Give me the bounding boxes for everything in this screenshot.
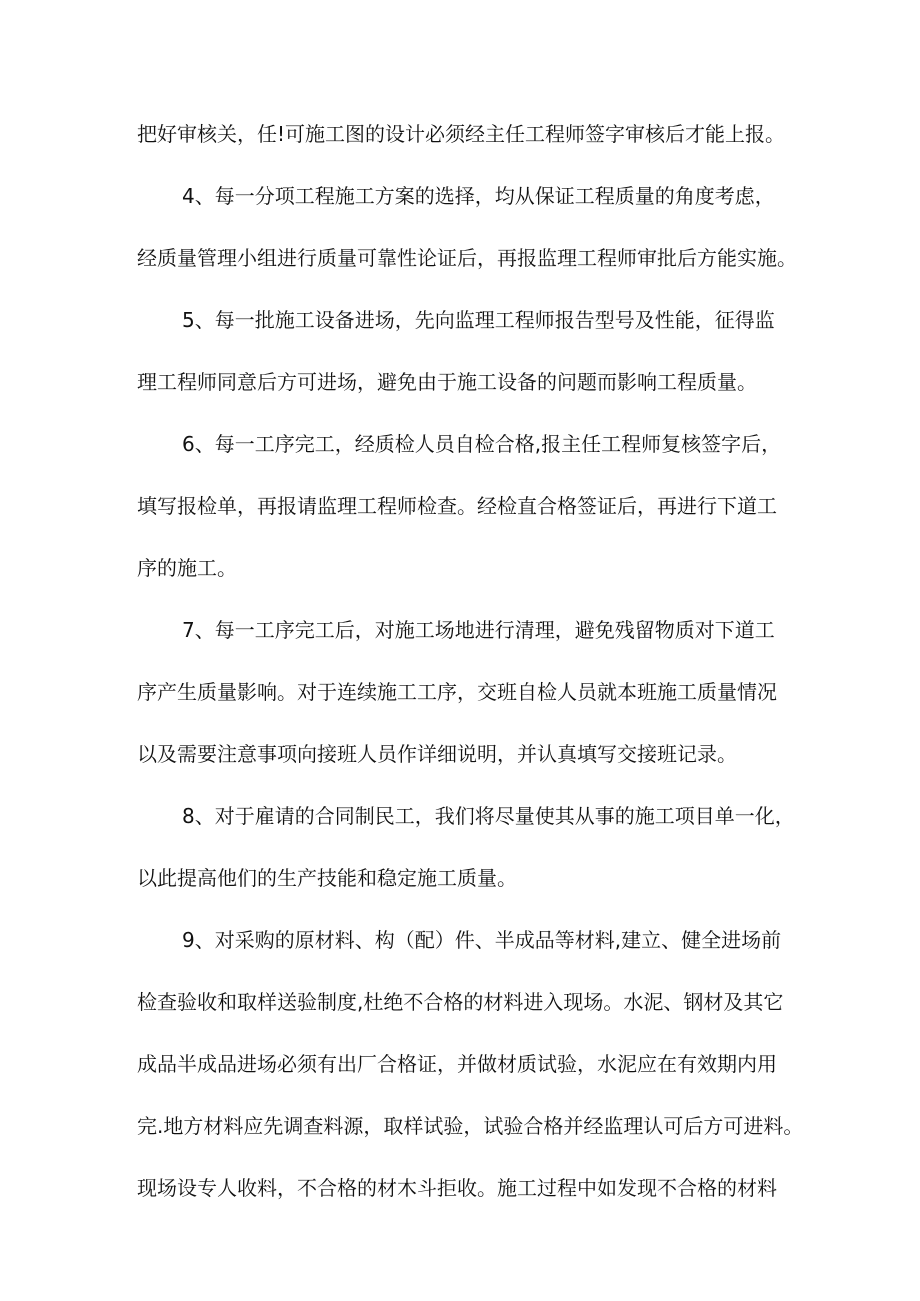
paragraph-9-line-2: 检查验收和取样送验制度,杜绝不合格的材料进入现场。水泥、钢材及其它 [137,990,784,1014]
text-line: 把好审核关，任!可施工图的设计必须经主任工程师签字审核后才能上报。 [137,122,786,146]
paragraph-6-line-2: 填写报检单，再报请监理工程师检查。经检直合格签证后，再进行下道工 [137,494,777,518]
paragraph-9-line-4: 完.地方材料应先调查料源，取样试验，试验合格并经监理认可后方可进料。 [137,1114,804,1138]
paragraph-7-line-3: 以及需要注意事项向接班人员作详细说明，并认真填写交接班记录。 [137,742,737,766]
paragraph-8-line-1: 8、对于雇请的合同制民工，我们将尽量使其从事的施工项目单一化， [182,804,795,828]
paragraph-7-line-1: 7、每一工序完工后，对施工场地进行清理，避免残留物质对下道工 [182,618,775,642]
paragraph-4-line-1: 4、每一分项工程施工方案的选择，均从保证工程质量的角度考虑， [182,184,775,208]
paragraph-6-line-3: 序的施工。 [137,556,237,580]
paragraph-9-line-3: 成品半成品进场必须有出厂合格证，并做材质试验，水泥应在有效期内用 [137,1052,777,1076]
document-body [137,114,804,1230]
paragraph-9-line-5: 现场设专人收料，不合格的材木斗拒收。施工过程中如发现不合格的材料 [137,1176,777,1200]
paragraph-9-line-1: 9、对采购的原材料、构（配）件、半成品等材料,建立、健全进场前 [182,928,782,952]
paragraph-4-line-2: 经质量管理小组进行质量可靠性论证后，再报监理工程师审批后方能实施。 [137,246,797,270]
paragraph-7-line-2: 序产生质量影响。对于连续施工工序，交班自检人员就本班施工质量情况 [137,680,777,704]
paragraph-5-line-2: 理工程师同意后方可进场，避免由于施工设备的问题而影响工程质量。 [137,370,757,394]
paragraph-8-line-2: 以此提高他们的生产技能和稳定施工质量。 [137,866,517,890]
paragraph-5-line-1: 5、每一批施工设备进场，先向监理工程师报告型号及性能，征得监 [182,308,775,332]
paragraph-6-line-1: 6、每一工序完工，经质检人员自检合格,报主任工程师复核签字后， [182,432,782,456]
